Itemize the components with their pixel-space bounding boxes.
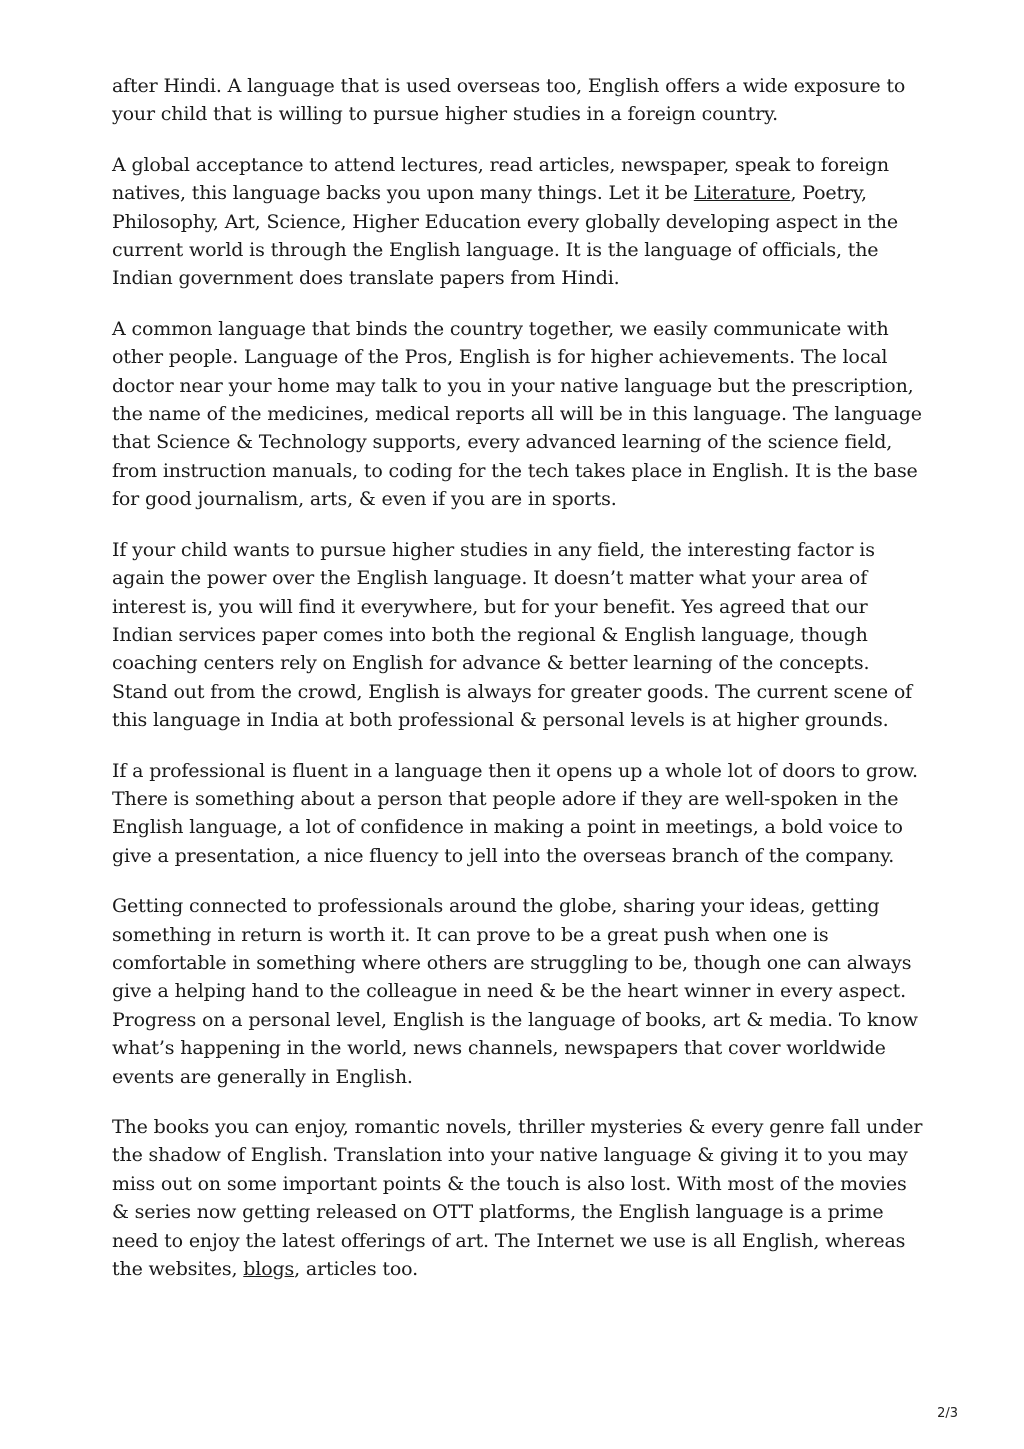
document-page	[112, 72, 924, 1305]
paragraph-text-after-link: , articles too.	[294, 1258, 419, 1281]
paragraph-text-before-link: The books you can enjoy, romantic novels, thriller mysteries & every genre fall under the shadow of English. Translation into your native language & giving it to you may miss out on some important points & the touch is also lost. With most of the movies & series now getting released on OTT platforms, the English language is a prime need to enjoy the latest offerings of art. The Internet we use is all English, whereas the websites,	[112, 1116, 923, 1281]
paragraph-2	[112, 151, 924, 293]
paragraph-5	[112, 757, 924, 871]
paragraph-text: If your child wants to pursue higher studies in any field, the interesting factor is again the power over the English language. It doesn’t matter what your area of interest is, you will find it everywhere, but for your benefit. Yes agreed that our Indian services paper comes into both the regional & English language, though coaching centers rely on English for advance & better learning of the concepts. Stand out from the crowd, English is always for greater goods. The current scene of this language in India at both professional & personal levels is at higher grounds.	[112, 538, 913, 732]
literature-link[interactable]: Literature	[693, 182, 791, 205]
paragraph-text: after Hindi. A language that is used overseas too, English offers a wide exposure to your child that is willing to pursue higher studies in a foreign country.	[112, 75, 906, 126]
paragraph-3	[112, 315, 924, 514]
paragraph-text: Getting connected to professionals around the globe, sharing your ideas, getting something in return is worth it. It can prove to be a great push when one is comfortable in something where others are struggling to be, though one can always give a helping hand to the colleague in need & be the heart winner in every aspect. Progress on a personal level, English is the language of books, art & media. To know what’s happening in the world, news channels, newspapers that cover worldwide events are generally in English.	[112, 895, 918, 1088]
paragraph-1	[112, 72, 924, 129]
paragraph-6	[112, 892, 924, 1091]
paragraph-text-after-link: , Poetry, Philosophy, Art, Science, Higher Education every globally developing aspect in the current world is through the English language. It is the language of officials, the Indian government does translate papers from Hindi.	[112, 182, 898, 290]
page-number: 2/3	[937, 1406, 958, 1421]
paragraph-text-before-link: A global acceptance to attend lectures, read articles, newspaper, speak to foreign natives, this language backs you upon many things. Let it be	[112, 153, 889, 205]
paragraph-4	[112, 536, 924, 735]
paragraph-7	[112, 1113, 924, 1283]
blogs-link[interactable]: blogs	[243, 1258, 295, 1281]
paragraph-text: If a professional is fluent in a language then it opens up a whole lot of doors to grow. There is something about a person that people adore if they are well-spoken in the English language, a lot of confidence in making a point in meetings, a bold voice to give a presentation, a nice fluency to jell into the overseas branch of the company.	[112, 759, 918, 867]
paragraph-text: A common language that binds the country together, we easily communicate with other people. Language of the Pros, English is for higher achievements. The local doctor near your home may talk to you in your native language but the prescription, the name of the medicines, medical reports all will be in this language. The language that Science & Technology supports, every advanced learning of the science field, from instruction manuals, to coding for the tech takes place in English. It is the base for good journalism, arts, & even if you are in sports.	[112, 317, 922, 511]
